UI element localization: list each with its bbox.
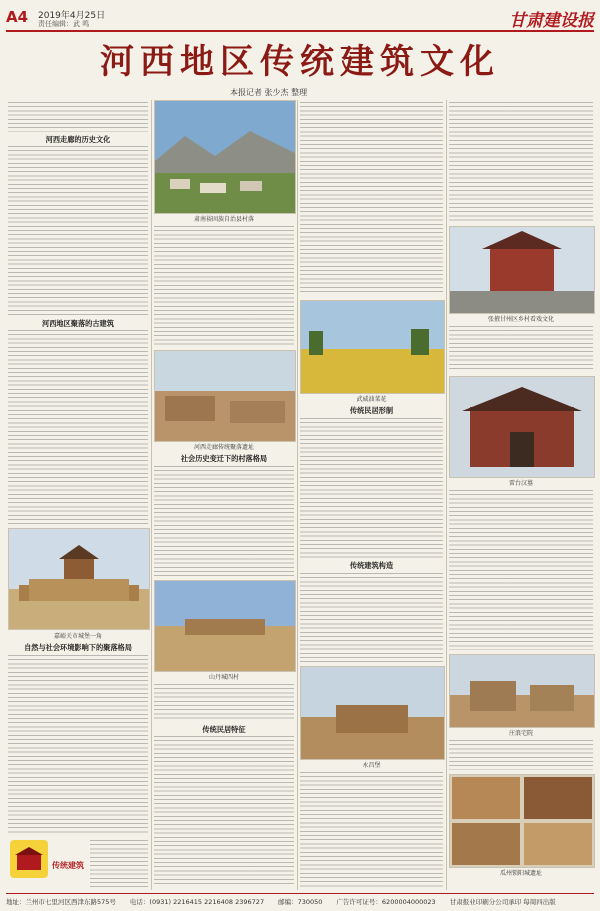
section-heading: 社会历史变迁下的村落格局 [180, 454, 268, 463]
section-heading: 河西走廊的历史文化 [45, 135, 111, 144]
photo-village [154, 100, 296, 214]
photo-caption: 瓜州锁阳城遗址 [499, 870, 542, 877]
photo-caption: 河西走廊传统聚落遗址 [193, 444, 254, 451]
photo-fort [300, 666, 445, 760]
article-text-block [8, 102, 148, 132]
article-text-block [449, 102, 593, 222]
article-text-block [8, 655, 148, 835]
editor-credit: 责任编辑：武 鸣 [38, 20, 90, 28]
photo-caption: 永昌堡 [362, 762, 381, 769]
article-text-block [300, 772, 443, 888]
photo-caption: 肃南裕固族自治县村落 [193, 216, 254, 223]
column-divider [297, 100, 298, 890]
article-text-block [300, 573, 443, 663]
footer-phone: 电话：(0931) 2216415 2216408 2396727 [129, 897, 265, 906]
section-heading: 传统民居特征 [202, 725, 246, 734]
section-heading: 河西地区聚落的古建筑 [42, 319, 114, 328]
footer-address: 地址：兰州市七里河区西津东路575号 [6, 897, 116, 906]
article-text-block [90, 840, 148, 888]
article-text-block [449, 740, 593, 770]
article-text-block [154, 736, 294, 886]
article-text-block [154, 466, 294, 576]
headline: 河西地区传统建筑文化 [100, 42, 500, 82]
column-divider [446, 100, 447, 890]
footer-postcode: 邮编：730050 [278, 897, 323, 906]
photo-caption: 武威油菜花 [356, 396, 387, 403]
photo-caption: 雷台汉墓 [508, 480, 533, 487]
column-logo-text: 传统建筑 [52, 861, 84, 870]
photo-caption: 张掖甘州区乡村看戏文化 [487, 316, 554, 323]
article-text-block [449, 326, 593, 372]
section-heading: 自然与社会环境影响下的聚落格局 [24, 643, 132, 652]
page-number: A4 [6, 8, 29, 26]
footer-ad-license: 广告许可证号：6200004000023 [336, 897, 436, 906]
footer-printer: 甘肃报业印刷分公司承印 每周四出版 [449, 897, 556, 906]
photo-caption: 山丹城四村 [208, 674, 239, 681]
byline: 本报记者 张少杰 整理 [230, 88, 308, 97]
photo-ruins [154, 350, 296, 442]
article-text-block [8, 330, 148, 526]
article-text-block [154, 684, 294, 722]
article-text-block [300, 102, 443, 292]
article-text-block [8, 146, 148, 316]
column-divider [151, 100, 152, 890]
photo-ruin-wall [449, 654, 595, 728]
photo-collage [449, 774, 595, 868]
newspaper-brand: 甘肃建设报 [509, 11, 594, 31]
column-logo [10, 840, 48, 878]
photo-castle [8, 528, 150, 630]
photo-gate [449, 376, 595, 478]
article-text-block [449, 490, 593, 650]
page-header [6, 6, 594, 32]
section-heading: 传统建筑构造 [349, 561, 394, 570]
photo-landscape [154, 580, 296, 672]
section-heading: 传统民居形制 [349, 406, 394, 415]
photo-stage [449, 226, 595, 314]
article-text-block [300, 418, 443, 558]
page-footer [6, 893, 594, 908]
photo-field [300, 300, 445, 394]
photo-caption: 庄浪宅院 [508, 730, 533, 737]
photo-caption: 嘉峪关市城堡一角 [53, 633, 102, 640]
article-text-block [154, 226, 294, 346]
issue-date: 2019年4月25日 [38, 11, 106, 21]
